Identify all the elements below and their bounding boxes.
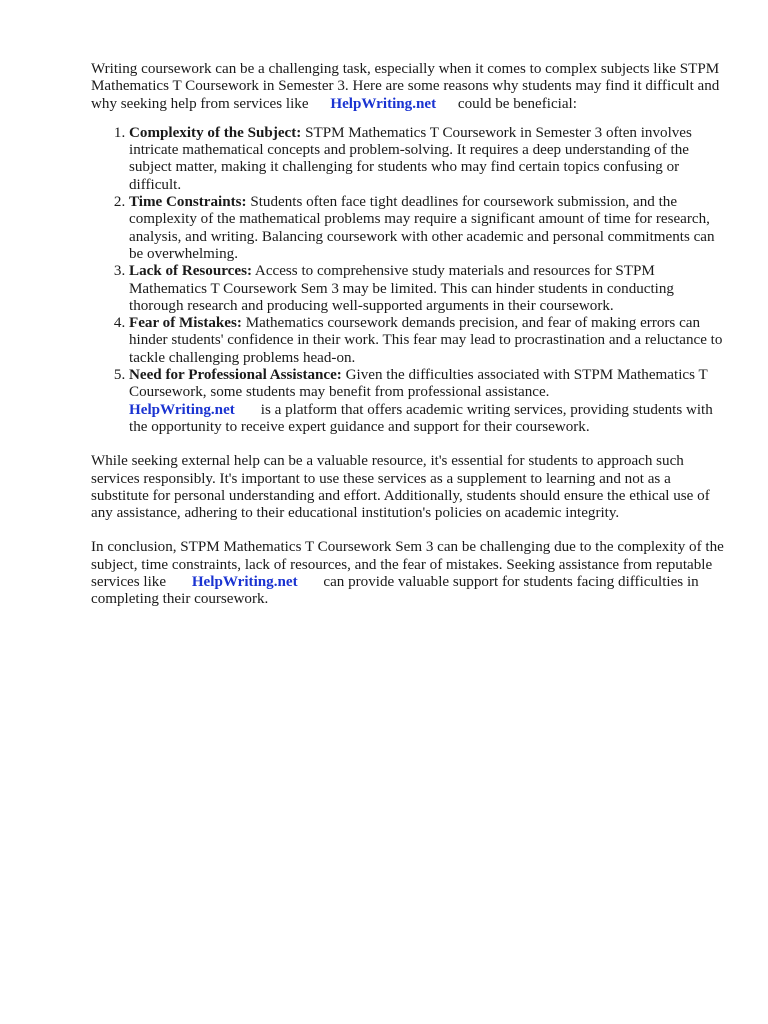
- list-item: [129, 315, 731, 367]
- reason-text: Access to comprehensive study materials and resources for STPM Mathematics T Coursework Sem 3 may be limited. This can hinder students in conducting thorough research and producing well-supported arguments in their coursework.: [129, 263, 674, 314]
- list-item: [129, 125, 731, 194]
- conclusion-helpwriting-link[interactable]: HelpWriting.net: [191, 574, 298, 591]
- reason-text: Students often face tight deadlines for coursework submission, and the complexity of the mathematical problems may require a significant amount of time for research, analysis, and writing. Balancing coursework with other academic and personal commitments can be overwhelming.: [129, 194, 715, 262]
- reasons-list: [91, 125, 731, 436]
- reason-title: Fear of Mistakes:: [129, 315, 242, 332]
- reason-text-end: is a platform that offers academic writing services, providing students with the opportunity to receive expert guidance and support for their coursework.: [129, 401, 713, 435]
- reason-helpwriting-link[interactable]: HelpWriting.net: [129, 401, 235, 418]
- document-page: [91, 61, 731, 609]
- list-item: [129, 367, 731, 436]
- conclusion-paragraph: [91, 539, 731, 608]
- conclusion-text: In conclusion, STPM Mathematics T Coursework Sem 3 can be challenging due to the complexity of the subject, time constraints, lack of resources, and the fear of mistakes. Seeking assistance from reputable services like: [91, 539, 724, 591]
- intro-text: Writing coursework can be a challenging task, especially when it comes to complex subjects like STPM Mathematics T Coursework in Semester 3. Here are some reasons why students may find it difficult and why seeking help from services like: [91, 61, 720, 112]
- reason-title: Time Constraints:: [129, 194, 247, 211]
- intro-helpwriting-link[interactable]: HelpWriting.net: [330, 95, 437, 112]
- caution-paragraph: While seeking external help can be a valuable resource, it's essential for students to approach such services responsibly. It's important to use these services as a supplement to learning and not as a substitute for personal understanding and effort. Additionally, students should ensure the ethical use of any assistance, adhering to their educational institution's policies on academic integrity.: [91, 453, 710, 522]
- reason-text: Mathematics coursework demands precision, and fear of making errors can hinder students' confidence in their work. This fear may lead to procrastination and a reluctance to tackle challenging problems head-on.: [129, 315, 723, 366]
- conclusion-text-end: can provide valuable support for students facing difficulties in completing their coursework.: [91, 574, 699, 608]
- reason-title: Complexity of the Subject:: [129, 124, 302, 141]
- list-item: [129, 263, 731, 315]
- intro-paragraph: [91, 61, 731, 113]
- reason-title: Lack of Resources:: [129, 263, 252, 280]
- intro-text-end: could be beneficial:: [457, 95, 577, 112]
- list-item: [129, 194, 731, 263]
- reason-text: STPM Mathematics T Coursework in Semester 3 often involves intricate mathematical concepts and problem-solving. It requires a deep understanding of the subject matter, making it challenging for students who may find certain topics confusing or difficult.: [129, 124, 692, 193]
- reason-text: Given the difficulties associated with STPM Mathematics T Coursework, some students may benefit from professional assistance.: [129, 367, 708, 401]
- reason-title: Need for Professional Assistance:: [129, 367, 342, 384]
